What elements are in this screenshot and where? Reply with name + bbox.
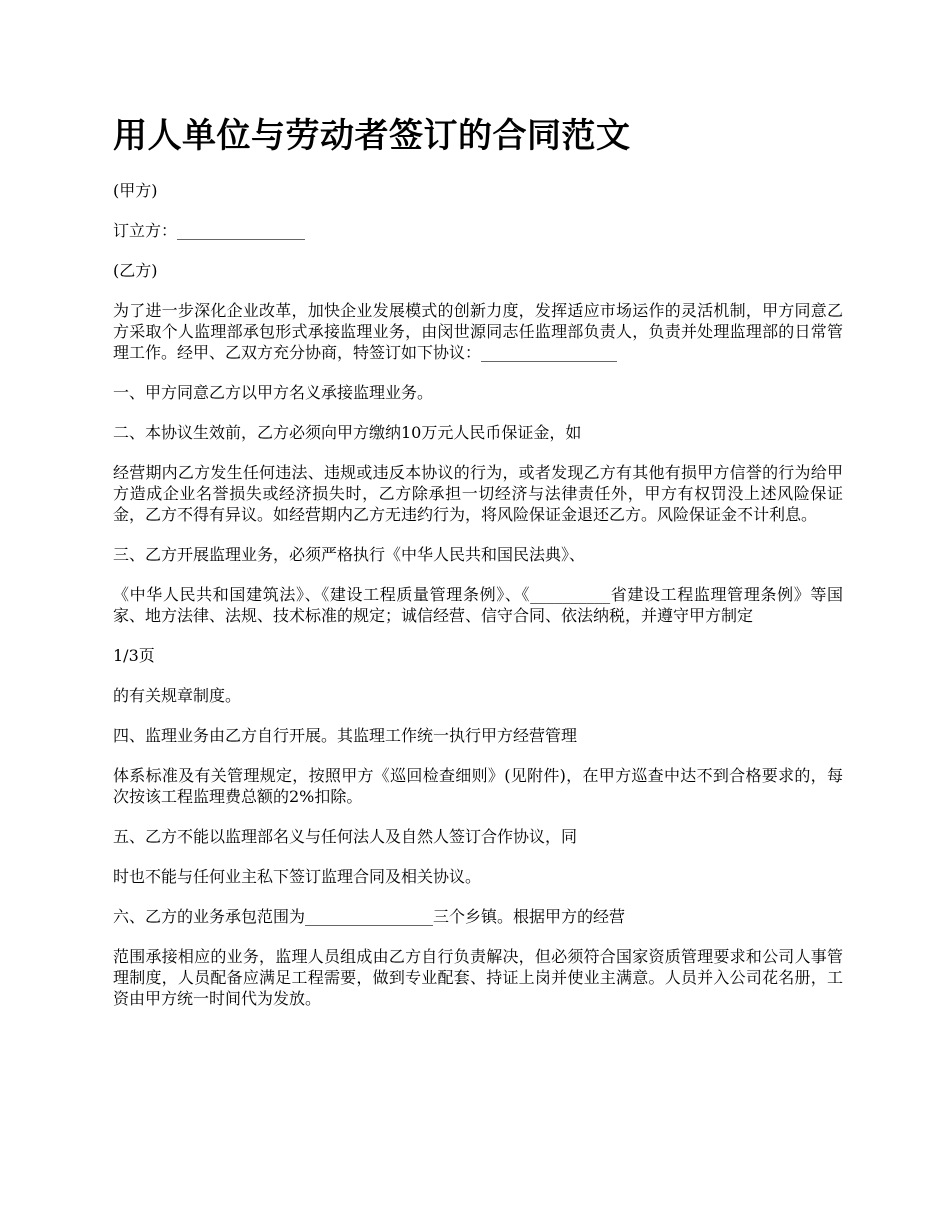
- clause-1: 一、甲方同意乙方以甲方名义承接监理业务。: [113, 383, 434, 402]
- clause-4-continued: 体系标准及有关管理规定，按照甲方《巡回检查细则》(见附件)，在甲方巡查中达不到合格要求的，每次按该工程监理费总额的2%扣除。: [113, 766, 843, 806]
- clause-5: 五、乙方不能以监理部名义与任何法人及自然人签订合作协议，同: [113, 827, 578, 846]
- clause-5-continued: 时也不能与任何业主私下签订监理合同及相关协议。: [113, 867, 482, 886]
- clause-3: 三、乙方开展监理业务，必须严格执行《中华人民共和国民法典》、: [113, 545, 586, 564]
- party-b-label: (乙方): [113, 261, 158, 280]
- clause-6-continued: 范围承接相应的业务，监理人员组成由乙方自行负责解决，但必须符合国家资质管理要求和公司人事管理制度，人员配备应满足工程需要，做到专业配套、持证上岗并使业主满意。人员并入公司花名册，工资由甲方统一时间代为发放。: [113, 947, 843, 1008]
- page-number: 1/3页: [113, 646, 155, 665]
- clause-6: 六、乙方的业务承包范围为________________三个乡镇。根据甲方的经营: [113, 907, 626, 926]
- clause-3-tail: 的有关规章制度。: [113, 686, 242, 705]
- clause-2: 二、本协议生效前，乙方必须向甲方缴纳10万元人民币保证金，如: [113, 423, 582, 442]
- document-page: [113, 112, 843, 1028]
- signing-party-line: 订立方：________________: [113, 221, 306, 240]
- clause-3-continued: 《中华人民共和国建筑法》、《建设工程质量管理条例》、《__________省建设工程监理管理条例》等国家、地方法律、法规、技术标准的规定；诚信经营、信守合同、依法纳税，并遵守甲方制定: [113, 585, 843, 625]
- clause-2-continued: 经营期内乙方发生任何违法、违规或违反本协议的行为，或者发现乙方有其他有损甲方信誉的行为给甲方造成企业名誉损失或经济损失时，乙方除承担一切经济与法律责任外，甲方有权罚没上述风险保证金，乙方不得有异议。如经营期内乙方无违约行为，将风险保证金退还乙方。风险保证金不计利息。: [113, 463, 843, 524]
- document-title: 用人单位与劳动者签订的合同范文: [113, 116, 631, 156]
- preamble-paragraph: 为了进一步深化企业改革，加快企业发展模式的创新力度，发挥适应市场运作的灵活机制，甲方同意乙方采取个人监理部承包形式承接监理业务，由闵世源同志任监理部负责人，负责并处理监理部的日常管理工作。经甲、乙双方充分协商，特签订如下协议：_________________: [113, 301, 843, 362]
- party-a-label: (甲方): [113, 181, 158, 200]
- clause-4: 四、监理业务由乙方自行开展。其监理工作统一执行甲方经营管理: [113, 726, 578, 745]
